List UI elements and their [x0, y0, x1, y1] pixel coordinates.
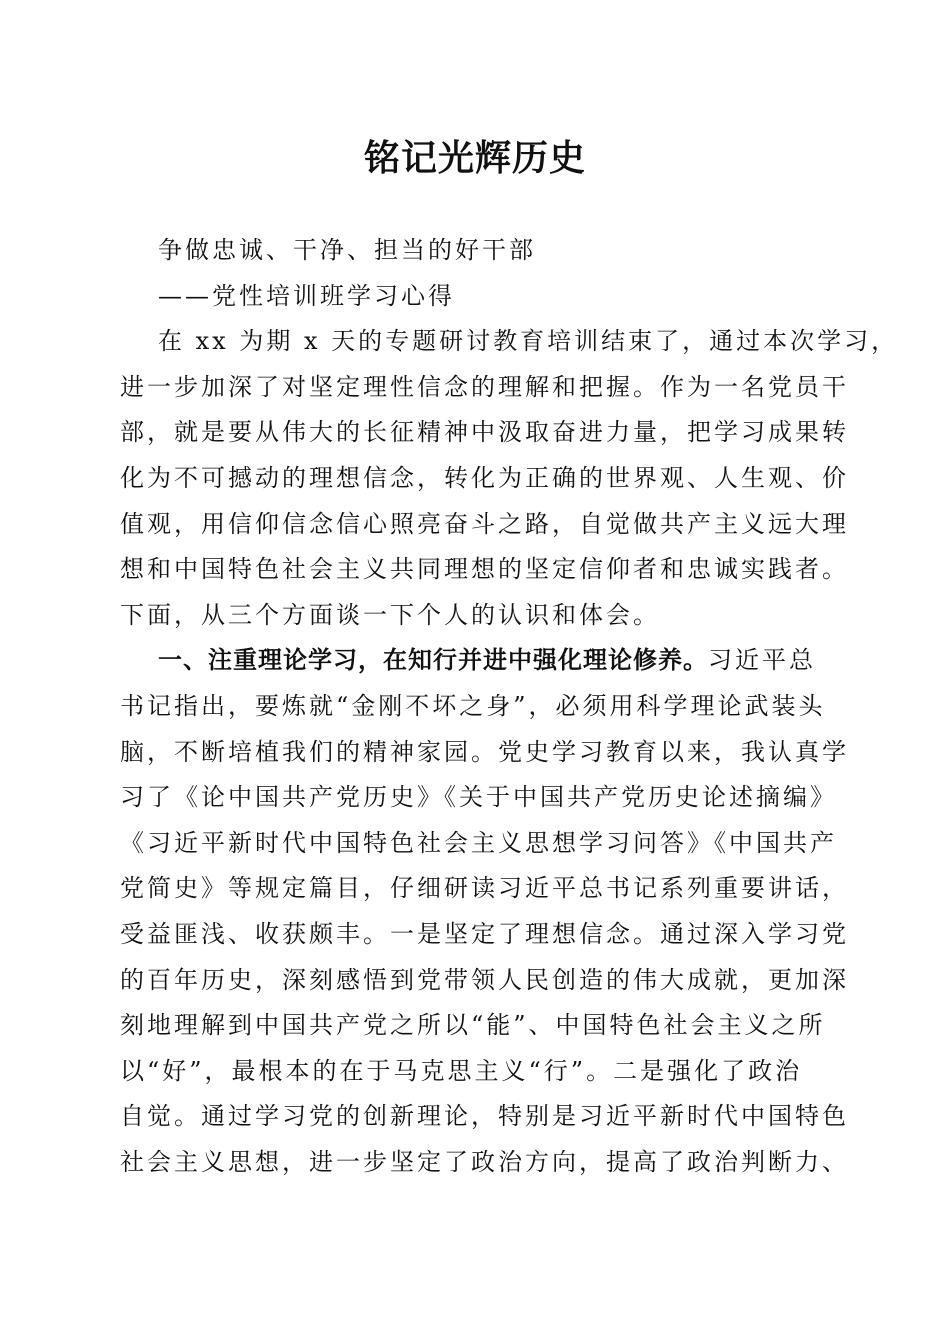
paragraph-1-line: 下面，从三个方面谈一下个人的认识和体会。	[120, 600, 660, 629]
document-title: 铭记光辉历史	[363, 137, 586, 179]
paragraph-1-line: 想和中国特色社会主义共同理想的坚定信仰者和忠诚实践者。	[120, 555, 849, 584]
section-1-line: 党简史》等规定篇目，仔细研读习近平总书记系列重要讲话，	[120, 874, 849, 903]
section-1-line: 书记指出，要炼就“金刚不坏之身”，必须用科学理论武装头	[120, 691, 826, 720]
section-1-first-line	[120, 638, 832, 684]
subtitle-line-2: ——党性培训班学习心得	[158, 281, 455, 310]
document-body	[120, 228, 899, 1185]
paragraph-1-line: 在 xx 为期 x 天的专题研讨教育培训结束了，通过本次学习，	[158, 327, 899, 356]
section-1-line: 自觉。通过学习党的创新理论，特别是习近平新时代中国特色	[120, 1102, 849, 1131]
section-1-line: 刻地理解到中国共产党之所以“能”、中国特色社会主义之所	[120, 1011, 826, 1040]
subtitle-line-1: 争做忠诚、干净、担当的好干部	[158, 236, 536, 264]
paragraph-1-line: 部，就是要从伟大的长征精神中汲取奋进力量，把学习成果转	[120, 418, 849, 447]
section-1-heading: 一、注重理论学习，在知行并进中强化理论修养。	[158, 646, 708, 675]
section-1-first-line-tail: 习近平总	[708, 646, 816, 675]
paragraph-1-line: 进一步加深了对坚定理性信念的理解和把握。作为一名党员干	[120, 372, 849, 401]
section-1-line: 的百年历史，深刻感悟到党带领人民创造的伟大成就，更加深	[120, 965, 849, 994]
section-1-line: 《习近平新时代中国特色社会主义思想学习问答》《中国共产	[120, 828, 837, 857]
section-1-line: 受益匪浅、收获颇丰。一是坚定了理想信念。通过深入学习党	[120, 919, 849, 948]
section-1-line: 脑，不断培植我们的精神家园。党史学习教育以来，我认真学	[120, 737, 849, 766]
paragraph-1-line: 化为不可撼动的理想信念，转化为正确的世界观、人生观、价	[120, 463, 849, 492]
section-1-line: 社会主义思想，进一步坚定了政治方向，提高了政治判断力、	[120, 1147, 849, 1176]
section-1-line: 以“好”，最根本的在于马克思主义“行”。二是强化了政治	[120, 1056, 803, 1085]
paragraph-1-line: 值观，用信仰信念信心照亮奋斗之路，自觉做共产主义远大理	[120, 509, 849, 538]
section-1-line: 习了《论中国共产党历史》《关于中国共产党历史论述摘编》	[120, 783, 837, 812]
